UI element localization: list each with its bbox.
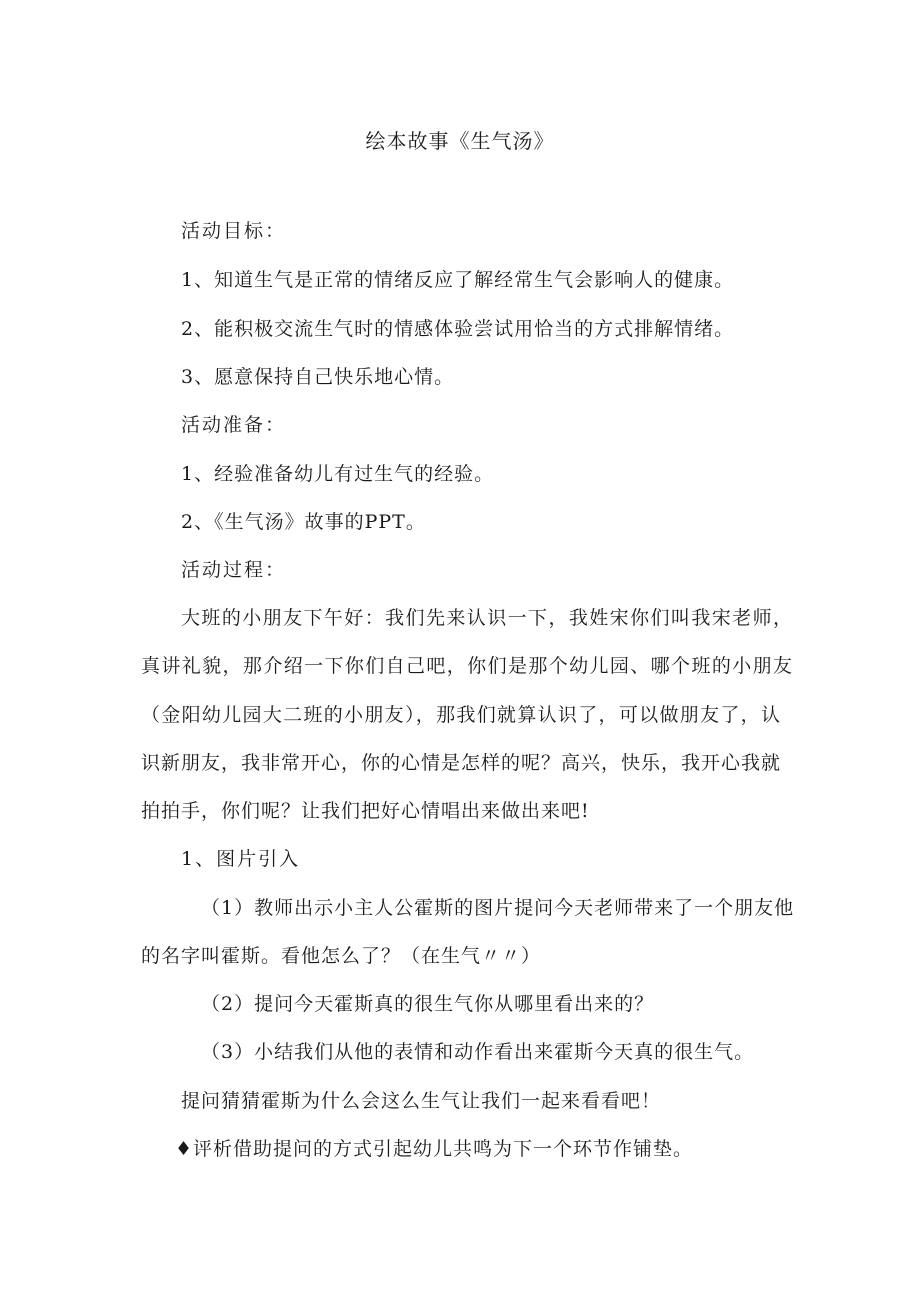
goal-item-3: 3、愿意保持自己快乐地心情。 xyxy=(181,366,455,388)
intro-line-4: 识新朋友，我非常开心，你的心情是怎样的呢？高兴，快乐，我开心我就 xyxy=(141,752,782,774)
prep-item-2: 2、《生气汤》故事的PPT。 xyxy=(181,511,426,533)
goal-item-2: 2、能积极交流生气时的情感体验尝试用恰当的方式排解情绪。 xyxy=(181,318,735,340)
section1-heading: 1、图片引入 xyxy=(181,848,301,870)
section1-q1-line-2: 的名字叫霍斯。看他怎么了？（在生气〃〃） xyxy=(141,945,542,967)
section1-q3: （3）小结我们从他的表情和动作看出来霍斯今天真的很生气。 xyxy=(201,1041,755,1063)
intro-line-2: 真讲礼貌，那介绍一下你们自己吧，你们是那个幼儿园、哪个班的小朋友 xyxy=(141,655,793,677)
intro-line-3: （金阳幼儿园大二班的小朋友），那我们就算认识了，可以做朋友了，认 xyxy=(141,704,781,726)
section1-q2: （2）提问今天霍斯真的很生气你从哪里看出来的？ xyxy=(201,993,655,1015)
intro-line-1: 大班的小朋友下午好：我们先来认识一下，我姓宋你们叫我宋老师， xyxy=(181,607,793,629)
goal-item-1: 1、知道生气是正常的情绪反应了解经常生气会影响人的健康。 xyxy=(181,269,735,291)
process-heading: 活动过程： xyxy=(181,559,287,581)
prep-item-1: 1、经验准备幼儿有过生气的经验。 xyxy=(181,463,495,485)
prep-heading: 活动准备： xyxy=(181,414,287,436)
section1-comment: ♦评析借助提问的方式引起幼儿共鸣为下一个环节作铺垫。 xyxy=(175,1138,694,1160)
intro-line-5: 拍拍手，你们呢？让我们把好心情唱出来做出来吧! xyxy=(141,800,590,822)
section1-ask: 提问猜猜霍斯为什么会这么生气让我们一起来看看吧！ xyxy=(181,1090,662,1112)
document-title: 绘本故事《生气汤》 xyxy=(365,129,555,153)
section1-q1-line-1: （1）教师出示小主人公霍斯的图片提问今天老师带来了一个朋友他 xyxy=(201,897,795,919)
goals-heading: 活动目标： xyxy=(181,220,287,242)
